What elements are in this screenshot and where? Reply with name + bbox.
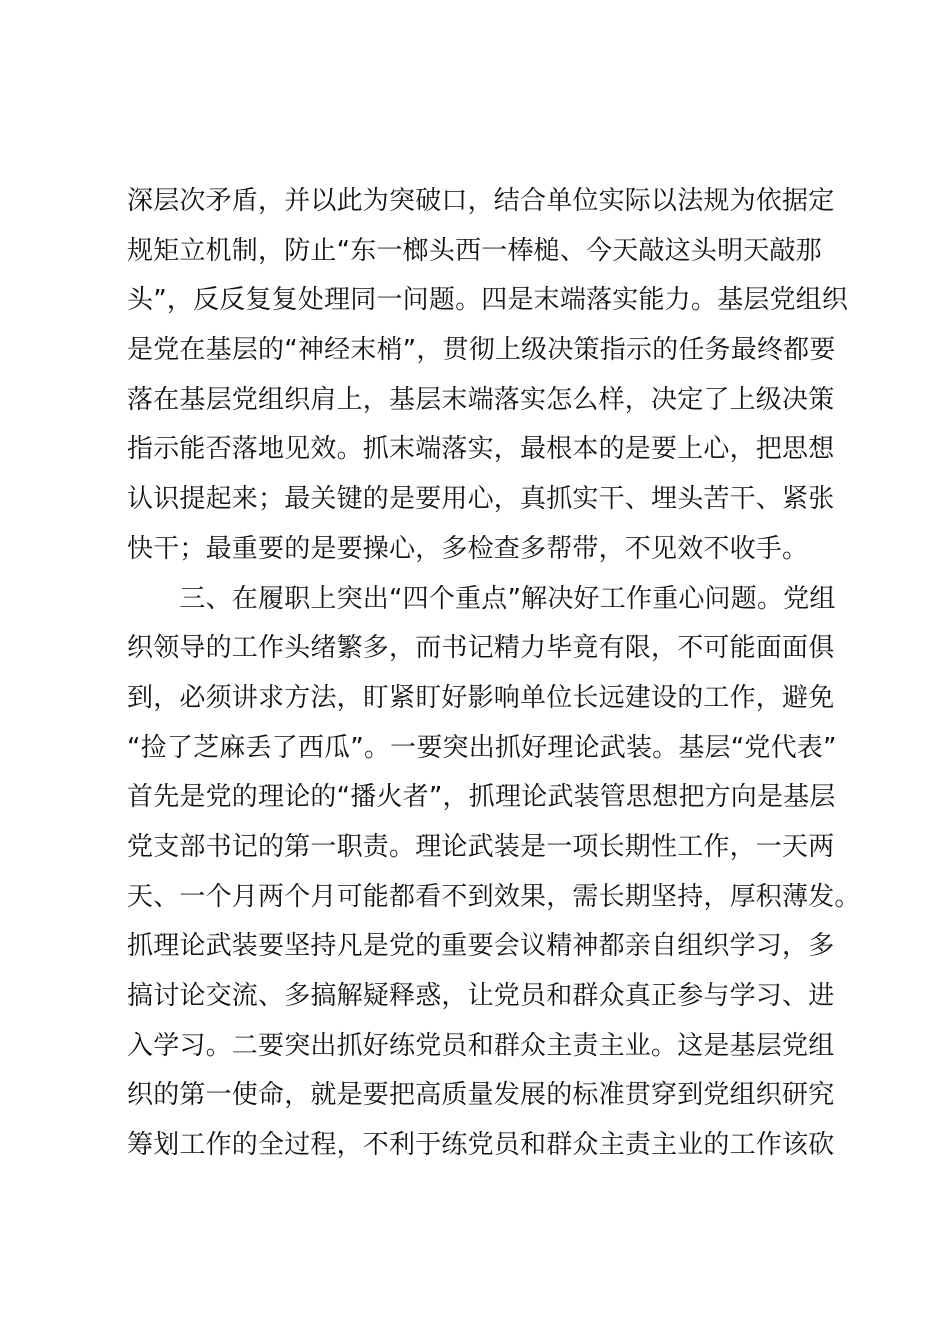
text-line: 认识提起来；最关键的是要用心，真抓实干、埋头苦干、紧张 bbox=[127, 484, 835, 515]
section-heading-line: 三、在履职上突出“四个重点”解决好工作重心问题。党组 bbox=[127, 583, 836, 614]
text-line: 快干；最重要的是要操心，多检查多帮带，不见效不收手。 bbox=[127, 533, 809, 564]
text-line: 党支部书记的第一职责。理论武装是一项长期性工作，一天两 bbox=[127, 831, 835, 862]
text-line: 天、一个月两个月可能都看不到效果，需长期坚持，厚积薄发。 bbox=[127, 881, 861, 912]
text-line: 搞讨论交流、多搞解疑释惑，让党员和群众真正参与学习、进 bbox=[127, 981, 835, 1011]
text-line: 织的第一使命，就是要把高质量发展的标准贯穿到党组织研究 bbox=[127, 1080, 835, 1111]
text-line: 入学习。二要突出抓好练党员和群众主责主业。这是基层党组 bbox=[127, 1030, 835, 1061]
body-text bbox=[127, 177, 861, 1171]
text-line: 深层次矛盾，并以此为突破口，结合单位实际以法规为依据定 bbox=[127, 186, 835, 216]
text-line: 落在基层党组织肩上，基层末端落实怎么样，决定了上级决策 bbox=[127, 384, 835, 415]
text-line: 织领导的工作头绪繁多，而书记精力毕竟有限，不可能面面俱 bbox=[127, 633, 835, 664]
text-line: 指示能否落地见效。抓末端落实，最根本的是要上心，把思想 bbox=[127, 434, 835, 465]
text-line: “捡了芝麻丢了西瓜”。一要突出抓好理论武装。基层“党代表” bbox=[127, 732, 837, 763]
text-line: 首先是党的理论的“播火者”，抓理论武装管思想把方向是基层 bbox=[127, 782, 836, 813]
text-line: 规矩立机制，防止“东一榔头西一棒槌、今天敲这头明天敲那 bbox=[127, 235, 822, 266]
text-line: 筹划工作的全过程，不利于练党员和群众主责主业的工作该砍 bbox=[127, 1130, 835, 1161]
text-line: 头”，反反复复处理同一问题。四是末端落实能力。基层党组织 bbox=[127, 285, 849, 316]
text-line: 抓理论武装要坚持凡是党的重要会议精神都亲自组织学习，多 bbox=[127, 931, 835, 962]
text-line: 到，必须讲求方法，盯紧盯好影响单位长远建设的工作，避免 bbox=[127, 682, 835, 713]
text-line: 是党在基层的“神经末梢”，贯彻上级决策指示的任务最终都要 bbox=[127, 335, 836, 366]
